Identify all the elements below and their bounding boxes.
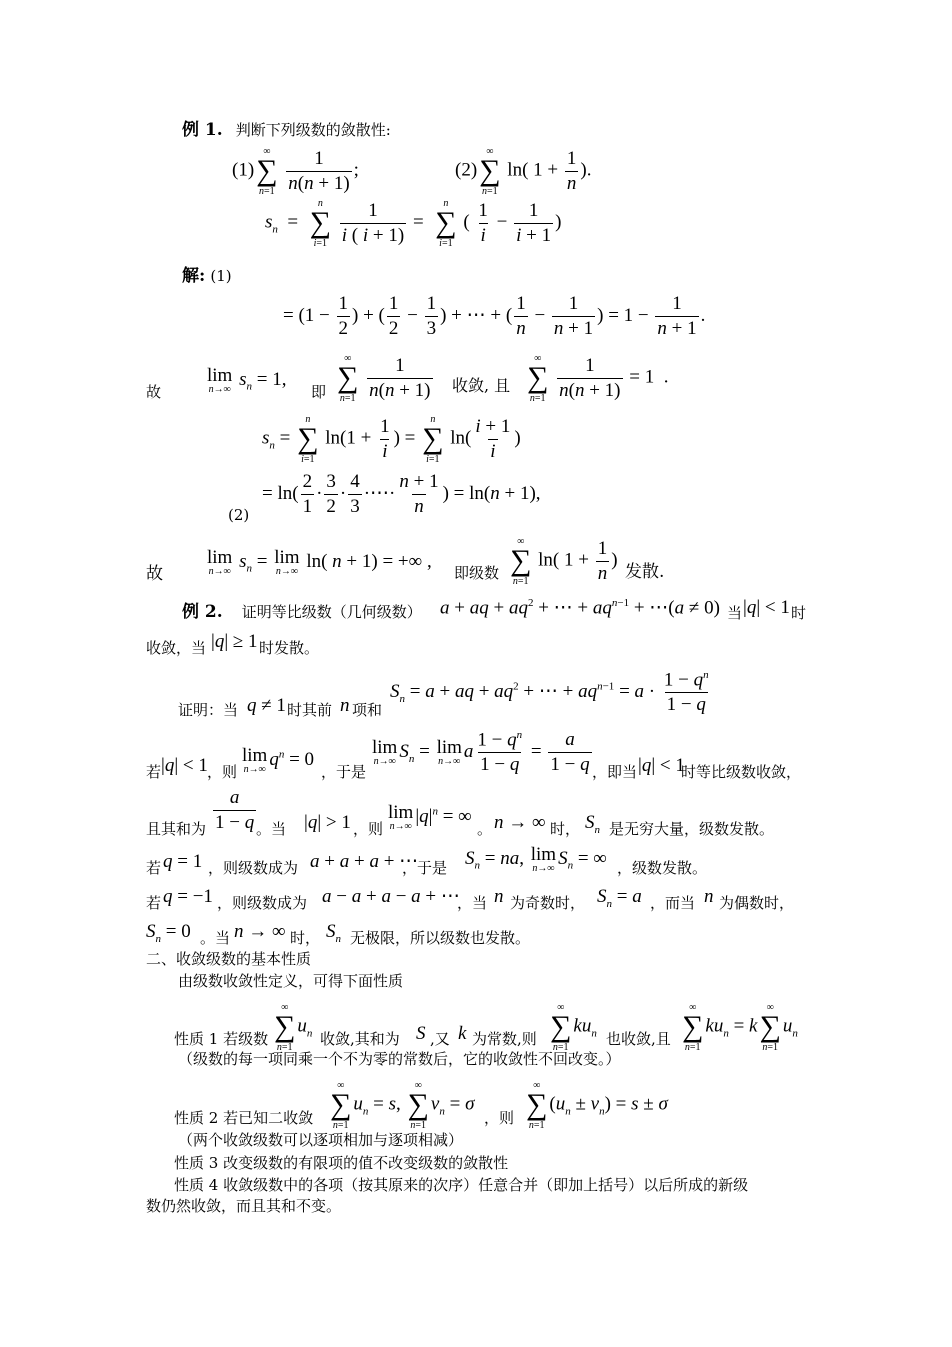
series-diverges: ∞ ∑ n=1 ln( 1 + $\frac{1}{n}$ ) xyxy=(510,536,618,587)
abs-q-lt-1-c: |q| < 1 xyxy=(638,755,685,776)
ze-1: ，则 xyxy=(207,763,238,781)
dang-2: 。当 xyxy=(256,820,287,838)
geometric-series: a + aq + $aq^2$ + ⋯ + $aq^{n-1}$ + ⋯(a ≠ 0) xyxy=(440,597,720,619)
prop1-a: 性质 1 若级数 xyxy=(174,1030,269,1048)
n-var-3: n xyxy=(704,886,714,907)
series-1: (1) ∞ ∑ n=1 $\frac{1}{n(n + 1)}$ ; xyxy=(232,146,359,197)
prop1-e: 也收敛,且 xyxy=(606,1030,671,1048)
qm1-f: 为偶数时， xyxy=(719,894,795,912)
abs-q-lt-1: |q| < 1 xyxy=(743,597,790,618)
q1-a: 若 xyxy=(146,859,162,877)
last-a: 。当 xyxy=(200,929,231,947)
example2-title: 例 2. xyxy=(182,602,223,622)
sn-var-2: $S_n$ xyxy=(326,921,341,945)
sn-formula-1: $s_n$ = n ∑ i=1 $\frac{1}{i ( i + 1)}$ = n ∑ i=1 ( $\frac{1}{i}$ − $\frac{1}{i + 1}$ ) xyxy=(265,198,562,249)
example1-heading xyxy=(182,122,391,139)
sum-a-over-1-q: $\frac{a}{1 - q}$ xyxy=(215,787,255,833)
sum-is: 且其和为 xyxy=(146,820,207,838)
series-alternating: a − a + a − a + ⋯ xyxy=(322,886,460,907)
ji-series: 即级数 xyxy=(454,564,500,582)
proof-c: 项和 xyxy=(352,701,383,719)
section2-heading: 二、收敛级数的基本性质 xyxy=(146,950,312,968)
ruo-1: 若 xyxy=(146,763,162,781)
solution-part1: (1) xyxy=(210,267,232,285)
abs-q-gt-1: |q| > 1 xyxy=(304,812,351,833)
diverge-text: 发散. xyxy=(625,562,665,582)
n-var-2: n xyxy=(494,886,504,907)
qm1-e: ，而当 xyxy=(650,894,696,912)
example1-prompt: 判断下列级数的敛散性: xyxy=(235,121,391,139)
ze-2: ，则 xyxy=(353,820,384,838)
q-eq-1: q = 1 xyxy=(163,851,203,872)
period-1: 。 xyxy=(477,820,493,838)
ji-1: 即 xyxy=(311,383,327,401)
limit-sn-1: lim n→∞ $s_n = 1$, xyxy=(207,365,287,395)
prop1-c: ,又 xyxy=(430,1030,450,1048)
abs-q-ge-1: |q| ≥ 1 xyxy=(211,631,258,652)
q-ne-1: q ≠ 1 xyxy=(247,695,286,716)
n-to-inf-1: n → ∞ xyxy=(494,812,546,833)
prop2-note: （两个收敛级数可以逐项相加与逐项相减） xyxy=(178,1131,464,1149)
qm1-a: 若 xyxy=(146,894,162,912)
converge-text: 收敛, 且 xyxy=(452,376,511,395)
n-var: n xyxy=(340,695,350,716)
last-c: 无极限，所以级数也发散。 xyxy=(350,929,531,947)
q-eq-minus-1: q = −1 xyxy=(163,886,213,907)
series-converges: ∞ ∑ n=1 $\frac{1}{n(n + 1)}$ xyxy=(337,353,431,404)
geo-conv: 时等比级数收敛， xyxy=(681,763,802,781)
sn-formula-2: $s_n$ = n ∑ i=1 ln(1 + $\frac{1}{i}$ ) = n ∑ i=1 ln( $\frac{i + 1}{i}$ ) xyxy=(262,414,521,465)
example1-title: 例 1. xyxy=(182,120,223,140)
solution-heading xyxy=(182,268,232,285)
example2-prompt: 证明等比级数（几何级数） xyxy=(241,603,422,621)
partial-sum-formula: $S_n = a$ + aq + $aq^2$ + ⋯ + $aq^{n-1} = a$ · $\frac{1 - q^n}{1 - q}$ xyxy=(390,669,709,716)
shi-2: 时， xyxy=(550,820,581,838)
section2-intro: 由级数收敛性定义，可得下面性质 xyxy=(178,972,404,990)
prop1-sum-un: ∞ ∑ n=1 $u_n$ xyxy=(274,1002,313,1053)
series-a-plus-a: a + a + a + ⋯ xyxy=(310,851,419,872)
prop4-line1: 性质 4 收敛级数中的各项（按其原来的次序）任意合并（即加上括号）以后所成的新级 xyxy=(174,1176,749,1194)
converge-when: 收敛，当 xyxy=(146,639,207,657)
qm1-c: ，当 xyxy=(457,894,488,912)
series-sum-1: ∞ ∑ n=1 $\frac{1}{n(n + 1)}$ = 1 . xyxy=(527,353,669,404)
prop3: 性质 3 改变级数的有限项的值不改变级数的敛散性 xyxy=(174,1154,509,1172)
qm1-d: 为奇数时， xyxy=(510,894,586,912)
q1-d: ，级数发散。 xyxy=(617,859,708,877)
yushi-1: ，于是 xyxy=(321,763,367,781)
solution-part2: (2) xyxy=(228,506,250,524)
prop2-given: ∞ ∑ n=1 $u_n = s$, ∞ ∑ n=1 $v_n = \sigma$ xyxy=(330,1080,475,1131)
prop2-b: ，则 xyxy=(484,1109,515,1127)
proof-b: 时其前 xyxy=(287,701,333,719)
prop1-b: 收敛,其和为 xyxy=(320,1030,400,1048)
prop1-d: 为常数,则 xyxy=(472,1030,537,1048)
prop1-result: ∞ ∑ n=1 $ku_n = k$ ∞ ∑ n=1 $u_n$ xyxy=(682,1002,798,1053)
lim-sn-geo: lim n→∞ $S_n$ = lim n→∞ a $\frac{1 - q^n}{1 - q}$ = $\frac{a}{1 - q}$ xyxy=(372,729,590,776)
proof-a: 证明：当 xyxy=(178,701,239,719)
example2-heading xyxy=(182,604,422,621)
prop1-k: k xyxy=(458,1023,467,1044)
last-b: 时， xyxy=(290,929,321,947)
abs-q-lt-1-b: |q| < 1 xyxy=(161,755,208,776)
sn-var-1: $S_n$ xyxy=(585,812,600,836)
q1-b: ，则级数成为 xyxy=(208,859,299,877)
sn-na: $S_n$ = na, lim n→∞ $S_n$ = ∞ xyxy=(465,844,607,874)
prop1-sum-kun: ∞ ∑ n=1 $ku_n$ xyxy=(550,1002,597,1053)
series-2: (2) ∞ ∑ n=1 ln( 1 + $\frac{1}{n}$ ). xyxy=(455,146,592,197)
lim-abs-qn: lim n→∞ $|q|^n$ = ∞ xyxy=(388,802,472,832)
prop4-line2: 数仍然收敛，而且其和不变。 xyxy=(146,1197,342,1215)
prop1-note: （级数的每一项同乘一个不为零的常数后，它的收敛性不回改变。） xyxy=(178,1050,621,1068)
diverge-when: 时发散。 xyxy=(259,639,320,657)
telescoping-sum: = (1 − $\frac{1}{2}$ ) + ( $\frac{1}{2}$ − $\frac{1}{3}$ ) + ⋯ + ( $\frac{1}{n}$ − $\frac{1}{n + 1}$ ) = 1 − $\frac{1}{n + 1}$ . xyxy=(283,293,706,339)
lim-qn: lim n→∞ $q^n = 0$ xyxy=(242,745,315,775)
gu-2: 故 xyxy=(146,564,163,584)
prop2-a: 性质 2 若已知二收敛 xyxy=(174,1109,314,1127)
product-log: = ln( $\frac{2}{1}$ · $\frac{3}{2}$ · $\frac{4}{3}$ ·⋯· $\frac{n + 1}{n}$ ) = ln(n + 1), xyxy=(262,471,541,517)
dang-1: 当 xyxy=(727,604,743,622)
prop2-result: ∞ ∑ n=1 $(u_n \pm v_n) = s \pm \sigma$ xyxy=(526,1080,668,1131)
sn-eq-0: $S_n = 0$ xyxy=(146,921,191,945)
gu-1: 故 xyxy=(146,383,162,401)
limit-sn-2: lim n→∞ $s_n$ = lim n→∞ ln( n + 1) = +∞ , xyxy=(207,547,432,577)
solution-label: 解: xyxy=(182,266,206,286)
sn-eq-a: $S_n = a$ xyxy=(597,886,642,910)
qm1-b: ，则级数成为 xyxy=(217,894,308,912)
prop1-s: S xyxy=(416,1023,426,1044)
jidang: ，即当 xyxy=(592,763,638,781)
q1-c: ，于是 xyxy=(402,859,448,877)
shi-1: 时 xyxy=(791,604,807,622)
n-to-inf-2: n → ∞ xyxy=(234,921,286,942)
inf-large: 是无穷大量，级数发散。 xyxy=(609,820,775,838)
